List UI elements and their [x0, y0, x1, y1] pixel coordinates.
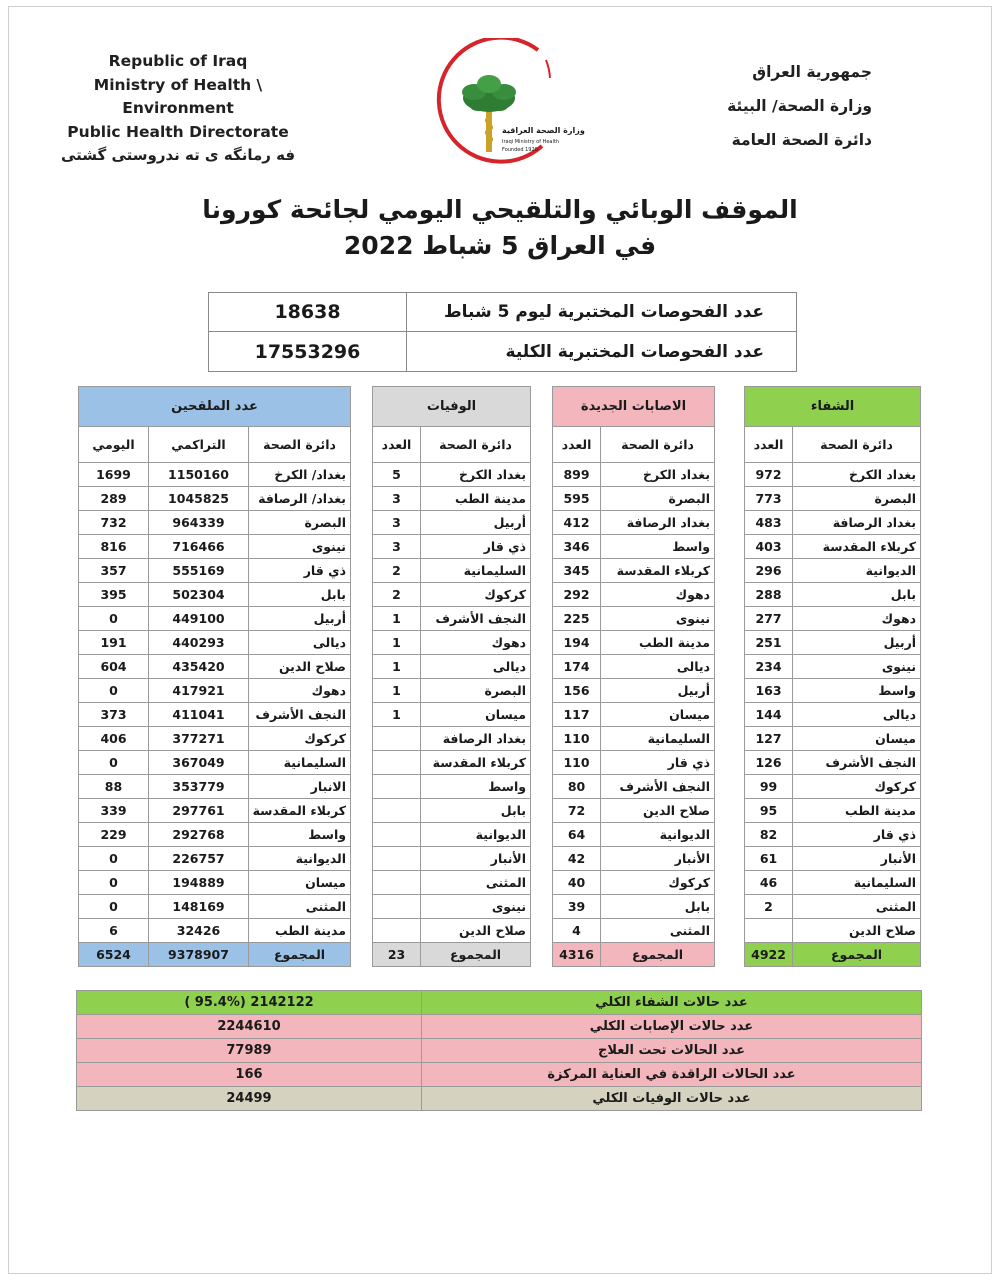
cell-infections-directorate: السليمانية [601, 727, 715, 751]
cell-recovered-directorate: صلاح الدين [793, 919, 921, 943]
cell-infections-directorate: البصرة [601, 487, 715, 511]
cell-deaths-count: 3 [373, 487, 421, 511]
cell-vaccinated-daily: 0 [79, 847, 149, 871]
cell-deaths-count [373, 775, 421, 799]
cell-vaccinated-directorate: كربلاء المقدسة [249, 799, 351, 823]
summary-value: 24499 [77, 1087, 422, 1111]
cell-deaths-directorate: صلاح الدين [421, 919, 531, 943]
ministry-logo [418, 38, 585, 168]
cell-recovered-directorate: دهوك [793, 607, 921, 631]
cell-deaths-directorate: نينوى [421, 895, 531, 919]
summary-value: 2244610 [77, 1015, 422, 1039]
lab-tests-box [208, 292, 797, 372]
cell-deaths-directorate: ذي قار [421, 535, 531, 559]
title-line-1: الموقف الوبائي والتلقيحي اليومي لجائحة كورونا [202, 195, 798, 224]
total-recovered-count: 4922 [745, 943, 793, 967]
group-infections-header: الاصابات الجديدة [553, 387, 715, 427]
summary-value: 166 [77, 1063, 422, 1087]
cell-deaths-directorate: بابل [421, 799, 531, 823]
table-row [79, 895, 921, 919]
cell-vaccinated-cumulative: 411041 [149, 703, 249, 727]
cell-vaccinated-daily: 289 [79, 487, 149, 511]
table-row [79, 871, 921, 895]
cell-infections-count: 292 [553, 583, 601, 607]
summary-label: عدد الحالات تحت العلاج [422, 1039, 922, 1063]
cell-vaccinated-directorate: السليمانية [249, 751, 351, 775]
header-left-line: Republic of Iraq [108, 52, 248, 70]
cell-recovered-directorate: النجف الأشرف [793, 751, 921, 775]
cell-vaccinated-daily: 339 [79, 799, 149, 823]
cell-vaccinated-cumulative: 226757 [149, 847, 249, 871]
cell-infections-count: 110 [553, 751, 601, 775]
cell-vaccinated-directorate: نينوى [249, 535, 351, 559]
cell-deaths-count: 1 [373, 655, 421, 679]
table-row [79, 535, 921, 559]
cell-infections-directorate: الأنبار [601, 847, 715, 871]
cell-deaths-directorate: الديوانية [421, 823, 531, 847]
cell-vaccinated-cumulative: 502304 [149, 583, 249, 607]
cell-deaths-directorate: المثنى [421, 871, 531, 895]
cell-infections-directorate: صلاح الدين [601, 799, 715, 823]
cell-infections-directorate: ميسان [601, 703, 715, 727]
cell-vaccinated-directorate: النجف الأشرف [249, 703, 351, 727]
cell-deaths-count [373, 823, 421, 847]
cell-vaccinated-daily: 88 [79, 775, 149, 799]
cell-infections-count: 225 [553, 607, 601, 631]
table-row [79, 655, 921, 679]
logo-text: وزارة الصحة العراقية [502, 126, 585, 135]
table-row [79, 511, 921, 535]
cell-infections-directorate: المثنى [601, 919, 715, 943]
group-header-row [79, 387, 921, 427]
col-header-directorate: دائرة الصحة [249, 427, 351, 463]
cell-deaths-directorate: كركوك [421, 583, 531, 607]
cell-infections-directorate: نينوى [601, 607, 715, 631]
cell-infections-directorate: واسط [601, 535, 715, 559]
cell-vaccinated-directorate: صلاح الدين [249, 655, 351, 679]
cell-recovered-directorate: أربيل [793, 631, 921, 655]
cell-vaccinated-cumulative: 292768 [149, 823, 249, 847]
cell-recovered-directorate: ذي قار [793, 823, 921, 847]
cell-infections-directorate: بابل [601, 895, 715, 919]
cell-recovered-count: 234 [745, 655, 793, 679]
cell-recovered-directorate: ديالى [793, 703, 921, 727]
cell-vaccinated-directorate: البصرة [249, 511, 351, 535]
cell-infections-count: 595 [553, 487, 601, 511]
cell-recovered-count: 296 [745, 559, 793, 583]
total-vaccinated-cumulative: 9378907 [149, 943, 249, 967]
cell-deaths-directorate: بغداد الرصافة [421, 727, 531, 751]
cell-vaccinated-directorate: ميسان [249, 871, 351, 895]
cell-infections-directorate: النجف الأشرف [601, 775, 715, 799]
cell-deaths-count [373, 919, 421, 943]
total-infections-label: المجموع [601, 943, 715, 967]
cell-recovered-directorate: السليمانية [793, 871, 921, 895]
header-right-block [632, 55, 872, 157]
ministry-logo-icon [418, 38, 568, 168]
cell-vaccinated-directorate: واسط [249, 823, 351, 847]
cell-vaccinated-directorate: بابل [249, 583, 351, 607]
cell-vaccinated-daily: 395 [79, 583, 149, 607]
cell-deaths-count: 1 [373, 703, 421, 727]
daily-tests-label: عدد الفحوصات المختبرية ليوم 5 شباط [444, 302, 764, 322]
cell-recovered-directorate: مدينة الطب [793, 799, 921, 823]
cell-recovered-directorate: كركوك [793, 775, 921, 799]
table-row [79, 847, 921, 871]
cell-recovered-directorate: الديوانية [793, 559, 921, 583]
cell-recovered-count [745, 919, 793, 943]
cell-deaths-directorate: الأنبار [421, 847, 531, 871]
cell-deaths-directorate: كربلاء المقدسة [421, 751, 531, 775]
cell-vaccinated-daily: 191 [79, 631, 149, 655]
cell-vaccinated-cumulative: 353779 [149, 775, 249, 799]
cell-infections-count: 346 [553, 535, 601, 559]
cell-infections-directorate: ذي قار [601, 751, 715, 775]
cell-infections-directorate: كركوك [601, 871, 715, 895]
header-left-line: Ministry of Health \ Environment [93, 75, 263, 117]
cell-recovered-directorate: ميسان [793, 727, 921, 751]
total-vaccinated-daily: 6524 [79, 943, 149, 967]
cell-vaccinated-daily: 357 [79, 559, 149, 583]
cell-infections-directorate: الديوانية [601, 823, 715, 847]
cell-recovered-count: 403 [745, 535, 793, 559]
table-row [79, 583, 921, 607]
cell-recovered-count: 99 [745, 775, 793, 799]
cell-vaccinated-daily: 732 [79, 511, 149, 535]
cell-vaccinated-directorate: الانبار [249, 775, 351, 799]
cell-vaccinated-directorate: أربيل [249, 607, 351, 631]
cell-recovered-count: 46 [745, 871, 793, 895]
cell-vaccinated-directorate: بغداد/ الكرخ [249, 463, 351, 487]
cell-infections-directorate: كربلاء المقدسة [601, 559, 715, 583]
cell-vaccinated-cumulative: 148169 [149, 895, 249, 919]
header-right-line: دائرة الصحة العامة [731, 131, 872, 149]
totals-row [79, 943, 921, 967]
cell-vaccinated-cumulative: 297761 [149, 799, 249, 823]
total-recovered-label: المجموع [793, 943, 921, 967]
cell-infections-count: 72 [553, 799, 601, 823]
cell-vaccinated-daily: 1699 [79, 463, 149, 487]
cell-infections-directorate: ديالى [601, 655, 715, 679]
col-header-daily: اليومي [79, 427, 149, 463]
header-right-line: وزارة الصحة/ البيئة [727, 97, 872, 115]
cell-recovered-count: 251 [745, 631, 793, 655]
cell-vaccinated-cumulative: 1150160 [149, 463, 249, 487]
cell-infections-directorate: مدينة الطب [601, 631, 715, 655]
cell-vaccinated-daily: 373 [79, 703, 149, 727]
cell-infections-count: 110 [553, 727, 601, 751]
cell-deaths-count [373, 871, 421, 895]
col-header-count: العدد [553, 427, 601, 463]
summary-row [77, 1087, 922, 1111]
cell-vaccinated-cumulative: 1045825 [149, 487, 249, 511]
cell-vaccinated-cumulative: 194889 [149, 871, 249, 895]
cell-recovered-directorate: بغداد الرصافة [793, 511, 921, 535]
total-infections-count: 4316 [553, 943, 601, 967]
cell-infections-count: 39 [553, 895, 601, 919]
table-row [79, 631, 921, 655]
cell-infections-directorate: بغداد الكرخ [601, 463, 715, 487]
summary-label: عدد حالات الإصابات الكلي [422, 1015, 922, 1039]
col-header-directorate: دائرة الصحة [421, 427, 531, 463]
cell-deaths-count [373, 799, 421, 823]
cell-infections-count: 174 [553, 655, 601, 679]
total-tests-value: 17553296 [209, 332, 407, 371]
cell-infections-count: 345 [553, 559, 601, 583]
cell-vaccinated-cumulative: 964339 [149, 511, 249, 535]
table-row [79, 799, 921, 823]
col-header-count: العدد [745, 427, 793, 463]
cell-recovered-directorate: المثنى [793, 895, 921, 919]
cell-infections-directorate: أربيل [601, 679, 715, 703]
group-vaccinated-header: عدد الملقحين [79, 387, 351, 427]
total-tests-row [209, 332, 796, 371]
total-deaths-count: 23 [373, 943, 421, 967]
header-left-kurdish: فه رمانگه ى ته ندروستى گشتى [60, 146, 296, 164]
summary-table [76, 990, 922, 1111]
cell-vaccinated-cumulative: 555169 [149, 559, 249, 583]
table-row [79, 775, 921, 799]
cell-recovered-count: 127 [745, 727, 793, 751]
cell-deaths-directorate: مدينة الطب [421, 487, 531, 511]
cell-deaths-directorate: بغداد الكرخ [421, 463, 531, 487]
cell-infections-count: 117 [553, 703, 601, 727]
header-left-line: Public Health Directorate [67, 122, 289, 141]
cell-recovered-count: 163 [745, 679, 793, 703]
cell-vaccinated-daily: 816 [79, 535, 149, 559]
table-row [79, 703, 921, 727]
header-right-line: جمهورية العراق [752, 63, 872, 81]
cell-infections-count: 42 [553, 847, 601, 871]
cell-deaths-directorate: ميسان [421, 703, 531, 727]
table-row [79, 823, 921, 847]
cell-recovered-count: 288 [745, 583, 793, 607]
cell-recovered-count: 95 [745, 799, 793, 823]
table-row [79, 607, 921, 631]
cell-deaths-count: 3 [373, 511, 421, 535]
group-deaths-header: الوفيات [373, 387, 531, 427]
cell-deaths-directorate: النجف الأشرف [421, 607, 531, 631]
cell-infections-directorate: بغداد الرصافة [601, 511, 715, 535]
cell-recovered-directorate: نينوى [793, 655, 921, 679]
table-row [79, 679, 921, 703]
cell-deaths-count: 1 [373, 607, 421, 631]
cell-vaccinated-cumulative: 435420 [149, 655, 249, 679]
table-row [79, 463, 921, 487]
summary-label: عدد الحالات الراقدة في العناية المركزة [422, 1063, 922, 1087]
cell-vaccinated-daily: 0 [79, 895, 149, 919]
col-header-count: العدد [373, 427, 421, 463]
cell-infections-directorate: دهوك [601, 583, 715, 607]
cell-deaths-directorate: دهوك [421, 631, 531, 655]
summary-row [77, 1039, 922, 1063]
cell-recovered-count: 2 [745, 895, 793, 919]
cell-deaths-directorate: البصرة [421, 679, 531, 703]
cell-vaccinated-cumulative: 449100 [149, 607, 249, 631]
cell-recovered-count: 277 [745, 607, 793, 631]
summary-row [77, 991, 922, 1015]
cell-vaccinated-daily: 0 [79, 607, 149, 631]
cell-deaths-directorate: ديالى [421, 655, 531, 679]
cell-infections-count: 194 [553, 631, 601, 655]
cell-infections-count: 64 [553, 823, 601, 847]
summary-label: عدد حالات الشفاء الكلي [422, 991, 922, 1015]
cell-infections-count: 412 [553, 511, 601, 535]
cell-vaccinated-cumulative: 417921 [149, 679, 249, 703]
cell-vaccinated-directorate: الديوانية [249, 847, 351, 871]
daily-tests-row [209, 293, 796, 332]
cell-recovered-count: 61 [745, 847, 793, 871]
summary-value: 77989 [77, 1039, 422, 1063]
cell-recovered-directorate: واسط [793, 679, 921, 703]
cell-vaccinated-daily: 0 [79, 751, 149, 775]
column-header-row [79, 427, 921, 463]
col-header-directorate: دائرة الصحة [601, 427, 715, 463]
cell-vaccinated-cumulative: 32426 [149, 919, 249, 943]
cell-recovered-count: 972 [745, 463, 793, 487]
cell-vaccinated-daily: 406 [79, 727, 149, 751]
group-recovered-header: الشفاء [745, 387, 921, 427]
cell-deaths-directorate: واسط [421, 775, 531, 799]
col-header-cumulative: التراكمي [149, 427, 249, 463]
cell-recovered-directorate: البصرة [793, 487, 921, 511]
summary-value: ( 95.4%) 2142122 [77, 991, 422, 1015]
cell-infections-count: 80 [553, 775, 601, 799]
table-row [79, 751, 921, 775]
table-row [79, 919, 921, 943]
cell-vaccinated-daily: 0 [79, 679, 149, 703]
table-row [79, 727, 921, 751]
cell-vaccinated-directorate: ديالى [249, 631, 351, 655]
cell-recovered-count: 483 [745, 511, 793, 535]
cell-vaccinated-daily: 0 [79, 871, 149, 895]
cell-vaccinated-daily: 229 [79, 823, 149, 847]
cell-vaccinated-directorate: كركوك [249, 727, 351, 751]
cell-recovered-directorate: بغداد الكرخ [793, 463, 921, 487]
table-row [79, 559, 921, 583]
summary-row [77, 1063, 922, 1087]
logo-subtext: Iraqi Ministry of Health [502, 139, 560, 145]
cell-vaccinated-cumulative: 440293 [149, 631, 249, 655]
col-header-directorate: دائرة الصحة [793, 427, 921, 463]
cell-vaccinated-directorate: بغداد/ الرصافة [249, 487, 351, 511]
cell-vaccinated-directorate: ذي قار [249, 559, 351, 583]
daily-tests-value: 18638 [209, 293, 407, 331]
table-row [79, 487, 921, 511]
cell-recovered-count: 126 [745, 751, 793, 775]
header-left-block [38, 50, 318, 168]
cell-vaccinated-cumulative: 367049 [149, 751, 249, 775]
cell-deaths-count: 5 [373, 463, 421, 487]
cell-vaccinated-cumulative: 716466 [149, 535, 249, 559]
main-stats-table [78, 386, 921, 967]
cell-vaccinated-directorate: المثنى [249, 895, 351, 919]
cell-recovered-count: 82 [745, 823, 793, 847]
cell-deaths-count: 2 [373, 583, 421, 607]
summary-label: عدد حالات الوفيات الكلي [422, 1087, 922, 1111]
cell-vaccinated-daily: 6 [79, 919, 149, 943]
page-title [150, 192, 850, 264]
cell-vaccinated-daily: 604 [79, 655, 149, 679]
cell-recovered-count: 144 [745, 703, 793, 727]
cell-vaccinated-directorate: مدينة الطب [249, 919, 351, 943]
cell-recovered-directorate: كربلاء المقدسة [793, 535, 921, 559]
cell-recovered-directorate: الأنبار [793, 847, 921, 871]
cell-vaccinated-directorate: دهوك [249, 679, 351, 703]
cell-deaths-directorate: السليمانية [421, 559, 531, 583]
cell-infections-count: 40 [553, 871, 601, 895]
cell-infections-count: 899 [553, 463, 601, 487]
summary-row [77, 1015, 922, 1039]
cell-deaths-count [373, 895, 421, 919]
cell-deaths-count [373, 751, 421, 775]
cell-deaths-count: 1 [373, 679, 421, 703]
cell-deaths-count: 1 [373, 631, 421, 655]
logo-year: Founded 1920 [502, 147, 538, 153]
title-line-2: في العراق 5 شباط 2022 [343, 231, 657, 260]
total-vaccinated-label: المجموع [249, 943, 351, 967]
cell-vaccinated-cumulative: 377271 [149, 727, 249, 751]
cell-deaths-count [373, 727, 421, 751]
cell-deaths-count: 3 [373, 535, 421, 559]
cell-recovered-count: 773 [745, 487, 793, 511]
cell-recovered-directorate: بابل [793, 583, 921, 607]
cell-infections-count: 4 [553, 919, 601, 943]
cell-deaths-count: 2 [373, 559, 421, 583]
total-tests-label: عدد الفحوصات المختبرية الكلية [505, 341, 764, 362]
total-deaths-label: المجموع [421, 943, 531, 967]
cell-deaths-count [373, 847, 421, 871]
cell-infections-count: 156 [553, 679, 601, 703]
cell-deaths-directorate: أربيل [421, 511, 531, 535]
